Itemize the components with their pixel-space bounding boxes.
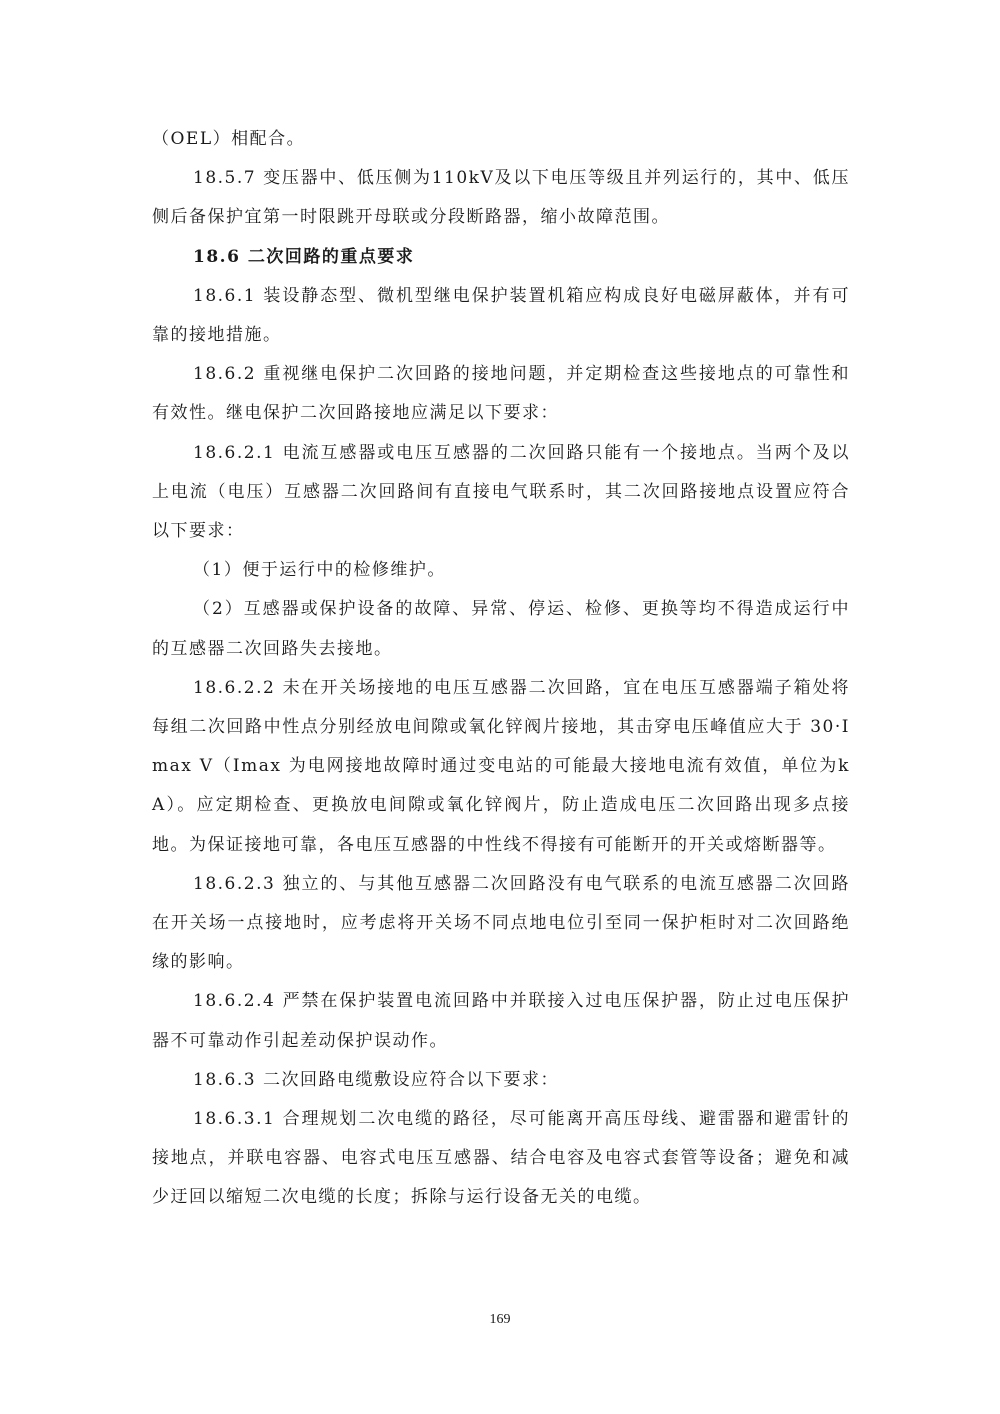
page-number: 169 <box>489 1312 511 1327</box>
paragraph-18-6-2-3: 18.6.2.3 独立的、与其他互感器二次回路没有电气联系的电流互感器二次回路在开关场一点接地时，应考虑将开关场不同点地电位引至同一保护柜时对二次回路绝缘的影响。 <box>152 873 850 973</box>
paragraph-18-6-3: 18.6.3 二次回路电缆敷设应符合以下要求： <box>193 1069 559 1090</box>
paragraph-18-6-2-1: 18.6.2.1 电流互感器或电压互感器的二次回路只能有一个接地点。当两个及以上电流（电压）互感器二次回路间有直接电气联系时，其二次回路接地点设置应符合以下要求： <box>152 442 850 542</box>
list-item-2: （2）互感器或保护设备的故障、异常、停运、检修、更换等均不得造成运行中的互感器二次回路失去接地。 <box>152 599 850 659</box>
list-item-1: （1）便于运行中的检修维护。 <box>193 560 446 581</box>
section-heading-18-6: 18.6 二次回路的重点要求 <box>193 246 415 267</box>
paragraph-18-6-2: 18.6.2 重视继电保护二次回路的接地问题，并定期检查这些接地点的可靠性和有效性。继电保护二次回路接地应满足以下要求： <box>152 364 850 424</box>
paragraph-18-6-1: 18.6.1 装设静态型、微机型继电保护装置机箱应构成良好电磁屏蔽体，并有可靠的接地措施。 <box>152 285 850 346</box>
paragraph-18-5-7: 18.5.7 变压器中、低压侧为110kV及以下电压等级且并列运行的，其中、低压侧后备保护宜第一时限跳开母联或分段断路器，缩小故障范围。 <box>152 168 850 228</box>
paragraph-18-6-3-1: 18.6.3.1 合理规划二次电缆的路径，尽可能离开高压母线、避雷器和避雷针的接地点，并联电容器、电容式电压互感器、结合电容及电容式套管等设备；避免和减少迂回以缩短二次电缆的长度；拆除与运行设备无关的电缆。 <box>152 1109 850 1208</box>
paragraph-oel-continuation: （OEL）相配合。 <box>152 129 306 149</box>
document-body <box>152 120 850 1218</box>
paragraph-18-6-2-4: 18.6.2.4 严禁在保护装置电流回路中并联接入过电压保护器，防止过电压保护器不可靠动作引起差动保护误动作。 <box>152 991 850 1051</box>
paragraph-18-6-2-2: 18.6.2.2 未在开关场接地的电压互感器二次回路，宜在电压互感器端子箱处将每组二次回路中性点分别经放电间隙或氧化锌阀片接地，其击穿电压峰值应大于 30·Imax V（Imax 为电网接地故障时通过变电站的可能最大接地电流有效值，单位为kA）。应定期检查、更换放电间隙或氧化锌阀片，防止造成电压二次回路出现多点接地。为保证接地可靠，各电压互感器的中性线不得接有可能断开的开关或熔断器等。 <box>152 677 850 855</box>
